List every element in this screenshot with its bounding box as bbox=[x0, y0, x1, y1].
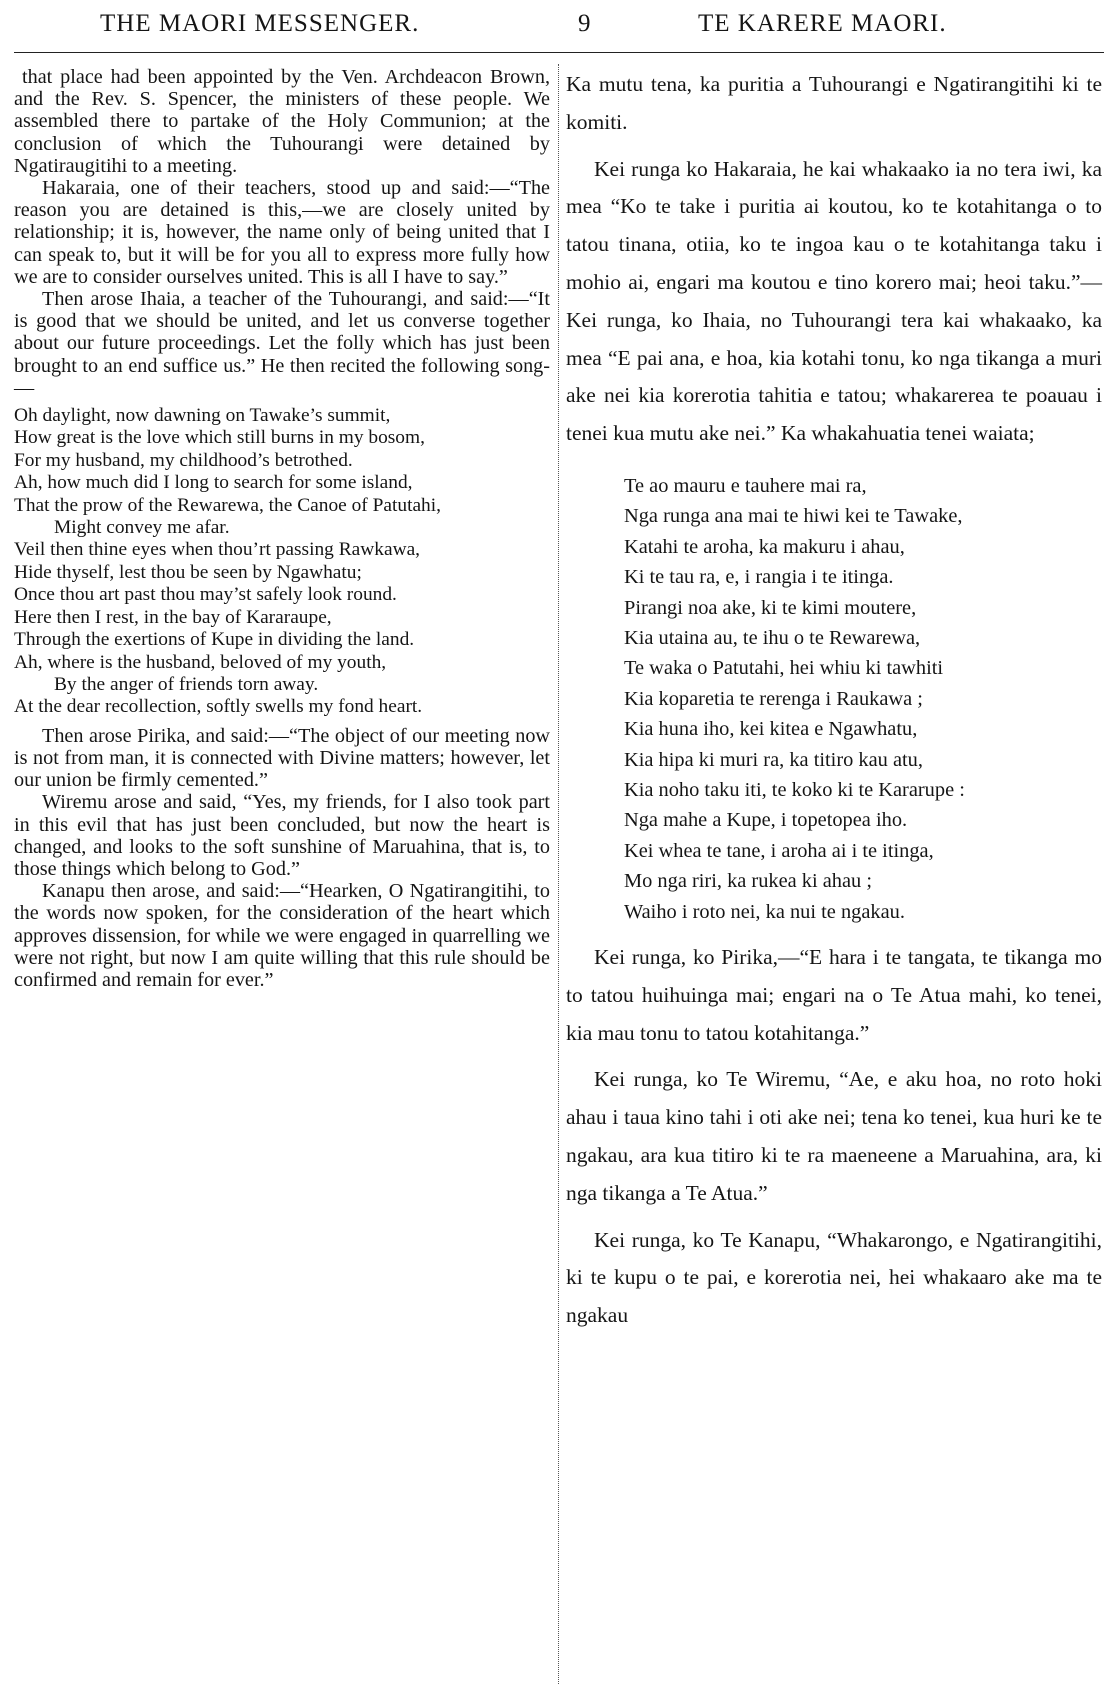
maori-song-line: Kia koparetia te rerenga i Raukawa ; bbox=[624, 687, 923, 710]
maori-paragraph: Kei runga, ko Te Kanapu, “Whakarongo, e Ngatirangitihi, ki te kupu o te pai, e korerotia nei, hei whakaaro ake ma te ngakau bbox=[566, 1227, 1102, 1328]
english-song-line: How great is the love which still burns in my bosom, bbox=[14, 427, 425, 449]
header-rule bbox=[14, 52, 1104, 53]
maori-song-line: Te ao mauru e tauhere mai ra, bbox=[624, 474, 867, 497]
english-song-line: Ah, where is the husband, beloved of my youth, bbox=[14, 651, 387, 673]
maori-song-line: Kia utaina au, te ihu o te Rewarewa, bbox=[624, 627, 921, 649]
maori-song-line: Kia hipa ki muri ra, ka titiro kau atu, bbox=[624, 748, 923, 771]
page-number: 9 bbox=[578, 10, 592, 37]
maori-column bbox=[566, 66, 1102, 1335]
column-divider bbox=[558, 64, 559, 1684]
maori-song-line: Nga mahe a Kupe, i topetopea iho. bbox=[624, 809, 908, 832]
maori-song-line: Kia huna iho, kei kitea e Ngawhatu, bbox=[624, 718, 918, 741]
maori-song-line: Waiho i roto nei, ka nui te ngakau. bbox=[624, 900, 905, 923]
english-song-line: Through the exertions of Kupe in dividing the land. bbox=[14, 629, 415, 651]
english-paragraph: Then arose Pirika, and said:—“The object of our meeting now is not from man, it is connected with Divine matters; however, let our union be firmly cemented.” bbox=[14, 724, 550, 792]
english-song-line: Hide thyself, lest thou be seen by Ngawhatu; bbox=[14, 561, 362, 583]
english-paragraph: Wiremu arose and said, “Yes, my friends, for I also took part in this evil that has just been concluded, but now the heart is changed, and looks to the soft sunshine of Maruahina, that is, to those things which belong to God.” bbox=[14, 791, 550, 880]
english-column bbox=[14, 66, 550, 991]
maori-song-line: Kei whea te tane, i aroha ai i te itinga, bbox=[624, 839, 934, 862]
english-song-line: Ah, how much did I long to search for some island, bbox=[14, 472, 413, 494]
english-song-line: Here then I rest, in the bay of Kararaupe, bbox=[14, 606, 332, 628]
maori-song-line: Kia noho taku iti, te koko ki te Kararupe : bbox=[624, 779, 965, 802]
maori-song-line: Pirangi noa ake, ki te kimi moutere, bbox=[624, 596, 917, 619]
maori-song-line: Mo nga riri, ka rukea ki ahau ; bbox=[624, 870, 873, 893]
english-song-line: That the prow of the Rewarewa, the Canoe of Patutahi, bbox=[14, 494, 441, 516]
english-song-line: Might convey me afar. bbox=[54, 517, 230, 539]
english-song-line: By the anger of friends torn away. bbox=[54, 673, 319, 695]
english-song-line: For my husband, my childhood’s betrothed. bbox=[14, 449, 353, 471]
english-song-line: At the dear recollection, softly swells my fond heart. bbox=[14, 696, 423, 718]
maori-song-line: Nga runga ana mai te hiwi kei te Tawake, bbox=[624, 505, 963, 528]
english-paragraph: Hakaraia, one of their teachers, stood up and said:—“The reason you are detained is this,—we are closely united by relationship; it is, however, the name only of being united that I can speak to, but it will be for you all to express more fully how we are to consider ourselves united. This is all I have to say.” bbox=[14, 177, 550, 288]
maori-song-line: Ki te tau ra, e, i rangia i te itinga. bbox=[624, 566, 894, 589]
english-song-line: Oh daylight, now dawning on Tawake’s summit, bbox=[14, 405, 391, 427]
maori-masthead: TE KARERE MAORI. bbox=[698, 10, 947, 37]
english-song-line: Once thou art past thou may’st safely look round. bbox=[14, 584, 397, 606]
maori-paragraph: Kei runga, ko Pirika,—“E hara i te tangata, te tikanga mo to tatou huihuinga mai; engari na o Te Atua mahi, ko tenei, kia mau tonu to tatou kotahitanga.” bbox=[566, 945, 1102, 1045]
maori-paragraph: Ka mutu tena, ka puritia a Tuhourangi e Ngatirangitihi ki te komiti. bbox=[566, 72, 1102, 134]
english-masthead: THE MAORI MESSENGER. bbox=[100, 10, 420, 37]
maori-song-line: Te waka o Patutahi, hei whiu ki tawhiti bbox=[624, 657, 944, 680]
maori-song bbox=[624, 471, 1102, 927]
english-song bbox=[14, 405, 550, 719]
english-paragraph: that place had been appointed by the Ven. Archdeacon Brown, and the Rev. S. Spencer, the ministers of these people. We assembled there to partake of the Holy Communion; at the conclusion of which the Tuhourangi were detained by Ngatiraugitihi to a meeting. bbox=[14, 66, 550, 177]
page-header bbox=[0, 10, 1114, 46]
english-paragraph: Kanapu then arose, and said:—“Hearken, O Ngatirangitihi, to the words now spoken, for the consideration of the heart which approves dissension, for while we were engaged in quarrelling we were not right, but now I am quite willing that this rule should be confirmed and remain for ever.” bbox=[14, 880, 550, 991]
maori-song-line: Katahi te aroha, ka makuru i ahau, bbox=[624, 535, 905, 558]
english-paragraph: Then arose Ihaia, a teacher of the Tuhourangi, and said:—“It is good that we should be united, and let us converse together about our future proceedings. Let the folly which has just been brought to an end suffice us.” He then recited the following song-— bbox=[14, 288, 550, 399]
maori-paragraph: Kei runga ko Hakaraia, he kai whakaako ia no tera iwi, ka mea “Ko te take i puritia ai koutou, ko te kotahitanga o to tatou tinana, otiia, ko te ingoa kau o te kotahitanga taku i mohio ai, engari ma koutou e tino korero mai; heoi taku.”—Kei runga, ko Ihaia, no Tuhourangi tera kai whakaako, ka mea “E pai ana, e hoa, kia kotahi tonu, ko nga tikanga a muri ake nei kia korerotia tahitia e tatou; whakarerea te poauau i tenei kua mutu ake nei.” Ka whakahuatia tenei waiata; bbox=[566, 156, 1102, 446]
maori-paragraph: Kei runga, ko Te Wiremu, “Ae, e aku hoa, no roto hoki ahau i taua kino tahi i oti ake nei; tena ko tenei, kua huri ke te ngakau, ara kua titiro ki te ra maeneene a Maruahina, ara, ki nga tikanga a Te Atua.” bbox=[566, 1067, 1102, 1205]
english-song-line: Veil then thine eyes when thou’rt passing Rawkawa, bbox=[14, 539, 421, 561]
